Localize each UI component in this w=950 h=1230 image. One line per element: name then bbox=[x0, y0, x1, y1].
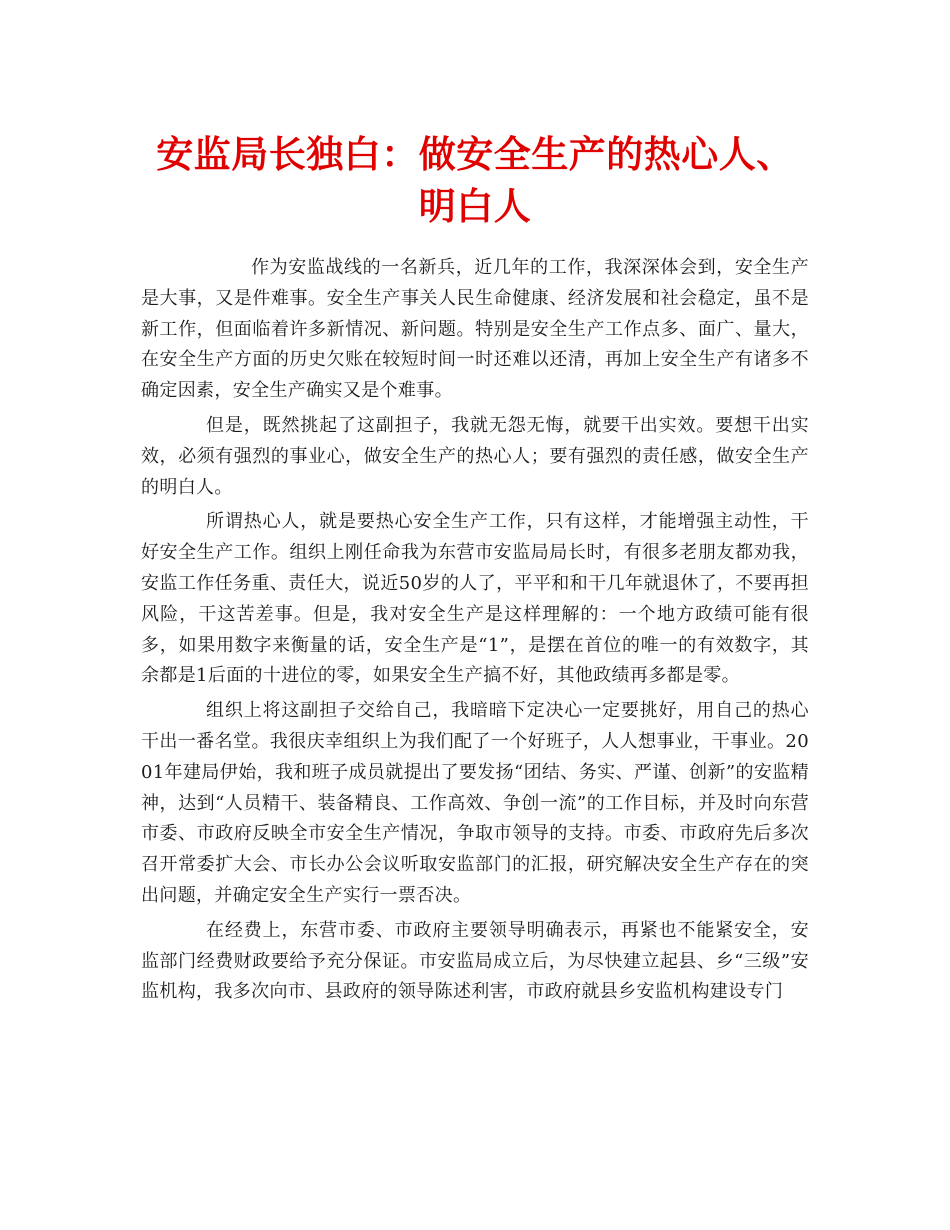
paragraph-3: 所谓热心人，就是要热心安全生产工作，只有这样，才能增强主动性，干好安全生产工作。组织上刚任命我为东营市安监局局长时，有很多老朋友都劝我，安监工作任务重、责任大，说近50岁的人了，平平和和干几年就退休了，不要再担风险，干这苦差事。但是，我对安全生产是这样理解的：一个地方政绩可能有很多，如果用数字来衡量的话，安全生产是“1”，是摆在首位的唯一的有效数字，其余都是1后面的十进位的零，如果安全生产搞不好，其他政绩再多都是零。 bbox=[141, 511, 809, 687]
paragraph-2: 但是，既然挑起了这副担子，我就无怨无悔，就要干出实效。要想干出实效，必须有强烈的事业心，做安全生产的热心人；要有强烈的责任感，做安全生产的明白人。 bbox=[141, 414, 809, 498]
paragraph-1: 作为安监战线的一名新兵，近几年的工作，我深深体会到，安全生产是大事，又是件难事。安全生产事关人民生命健康、经济发展和社会稳定，虽不是新工作，但面临着许多新情况、新问题。特别是安全生产工作点多、面广、量大，在安全生产方面的历史欠账在较短时间一时还难以还清，再加上安全生产有诸多不确定因素，安全生产确实又是个难事。 bbox=[141, 257, 809, 402]
document-body bbox=[141, 253, 809, 1012]
document-title: 安监局长独白：做安全生产的热心人、明白人 bbox=[156, 132, 794, 228]
paragraph-4: 组织上将这副担子交给自己，我暗暗下定决心一定要挑好，用自己的热心干出一番名堂。我很庆幸组织上为我们配了一个好班子，人人想事业，干事业。2001年建局伊始，我和班子成员就提出了要发扬“团结、务实、严谨、创新”的安监精神，达到“人员精干、装备精良、工作高效、争创一流”的工作目标，并及时向东营市委、市政府反映全市安全生产情况，争取市领导的支持。市委、市政府先后多次召开常委扩大会、市长办公会议听取安监部门的汇报，研究解决安全生产存在的突出问题，并确定安全生产实行一票否决。 bbox=[141, 700, 809, 906]
paragraph-5: 在经费上，东营市委、市政府主要领导明确表示，再紧也不能紧安全，安监部门经费财政要给予充分保证。市安监局成立后，为尽快建立起县、乡“三级”安监机构，我多次向市、县政府的领导陈述利害，市政府就县乡安监机构建设专门 bbox=[141, 919, 809, 1003]
